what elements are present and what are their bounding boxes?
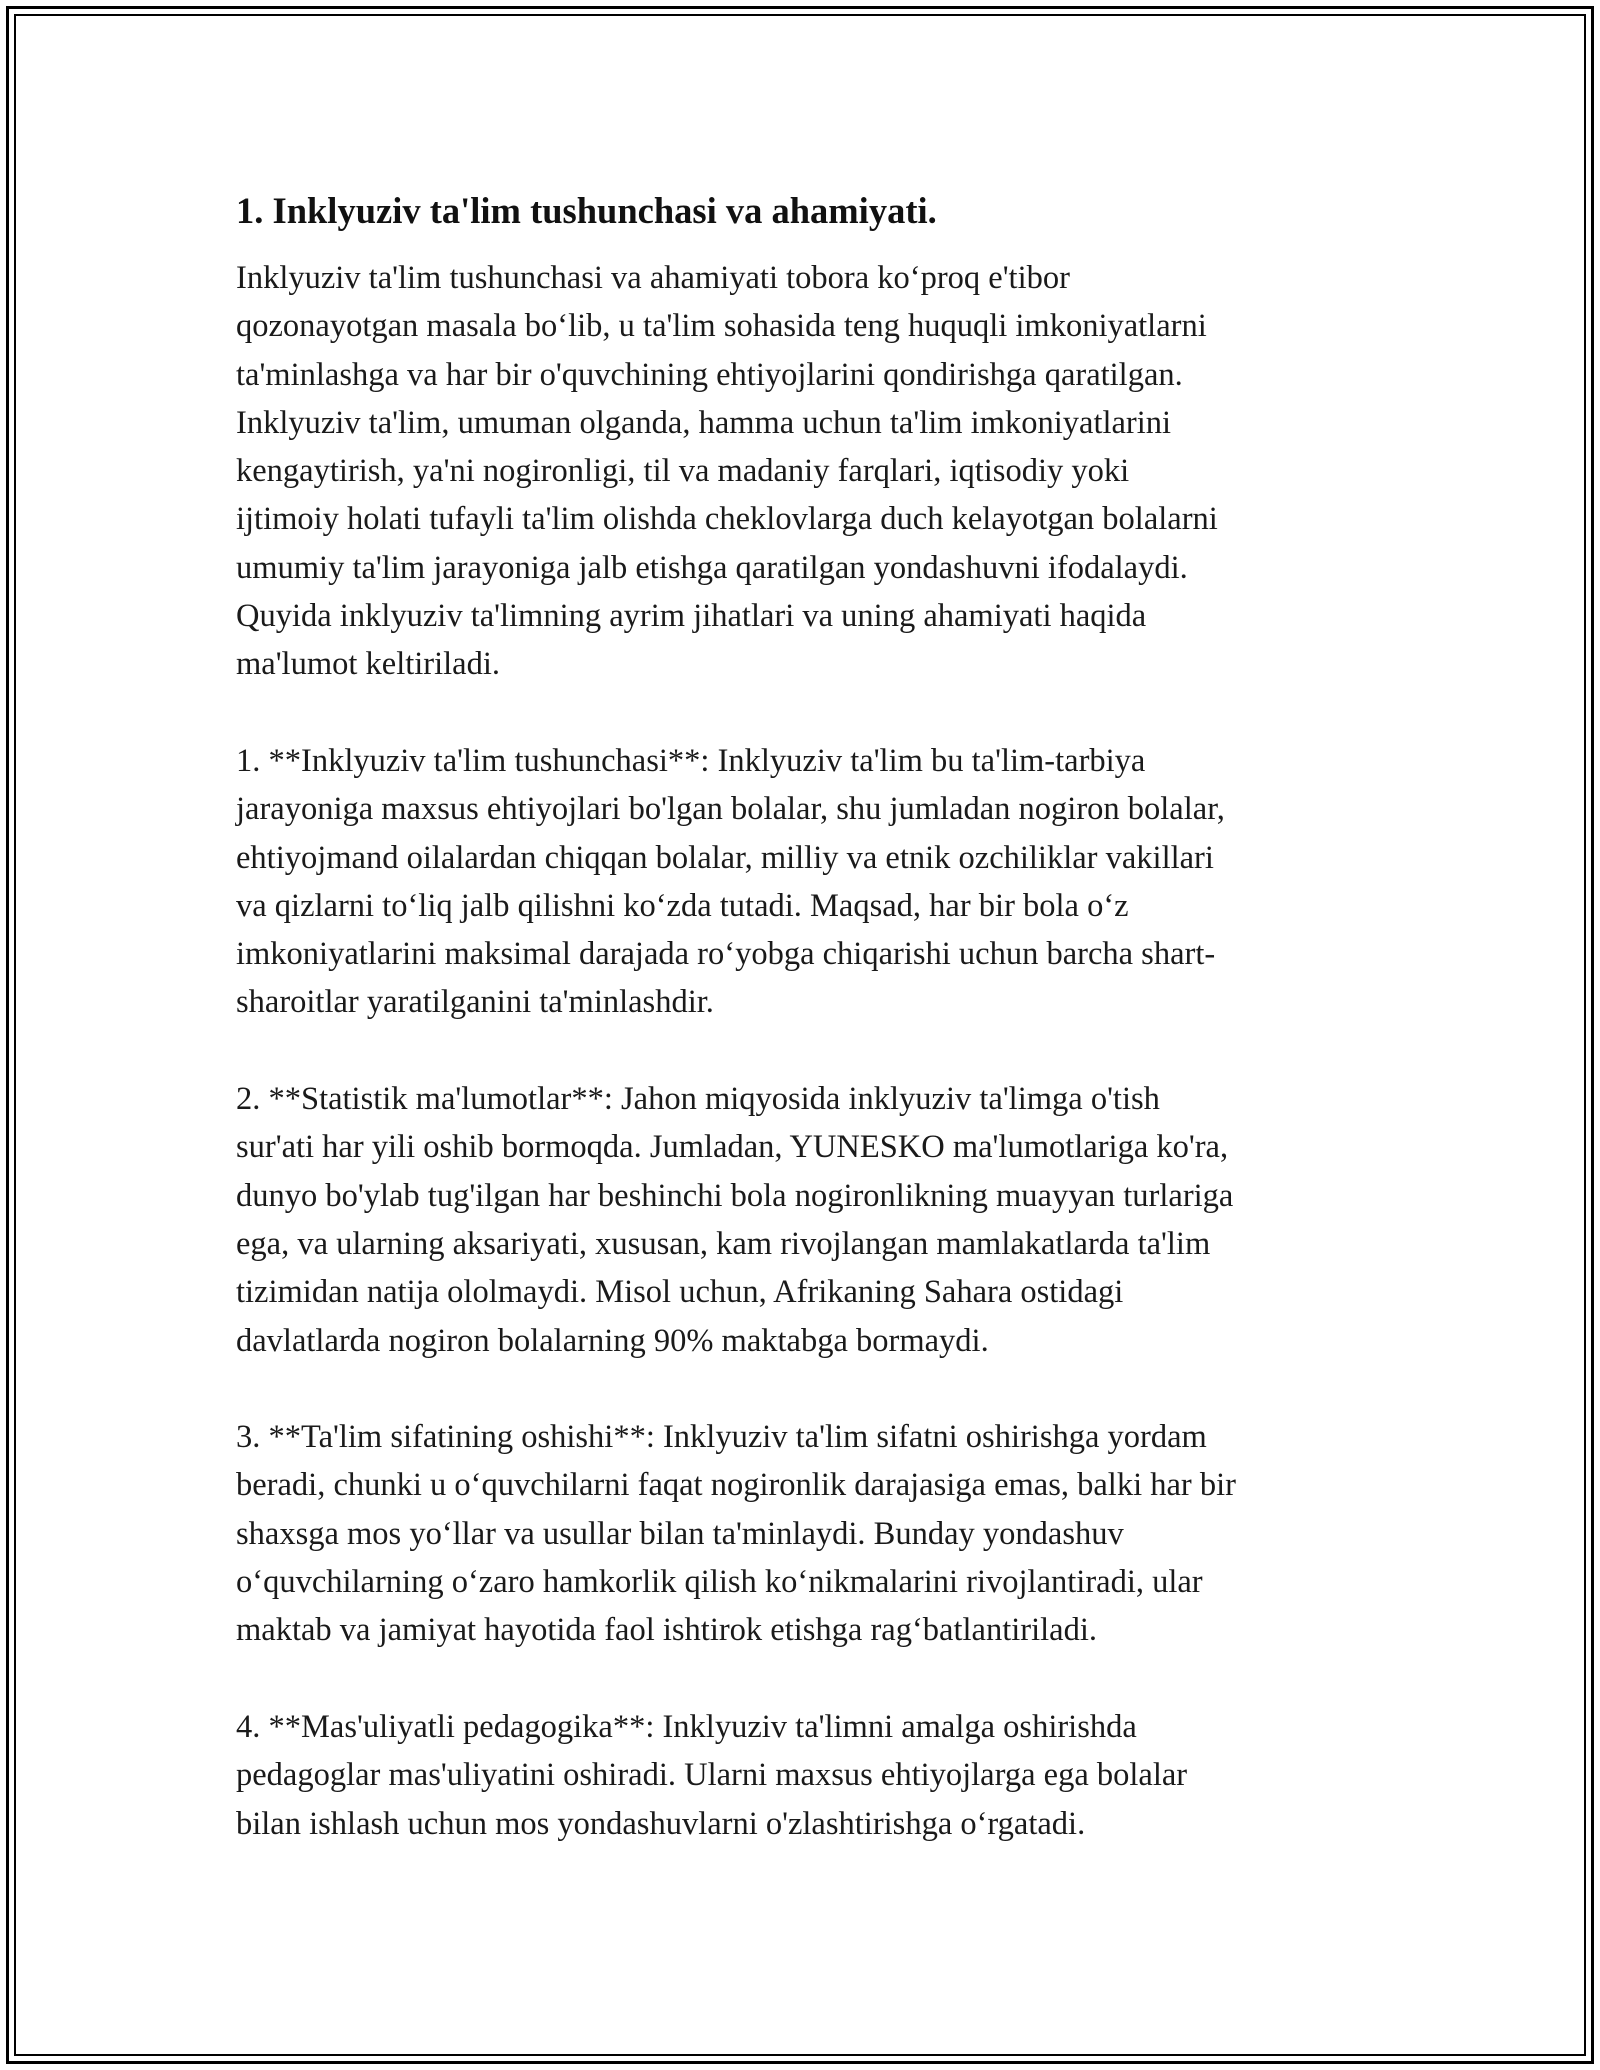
text-line: o‘quvchilarning o‘zaro hamkorlik qilish ko‘nikmalarini rivojlantiradi, ular <box>236 1564 1203 1601</box>
numbered-paragraph-1 <box>236 737 1372 1027</box>
numbered-paragraph-3 <box>236 1413 1372 1654</box>
text-line: ma'lumot keltiriladi. <box>236 646 500 683</box>
text-line: beradi, chunki u o‘quvchilarni faqat nogironlik darajasiga emas, balki har bir <box>236 1467 1236 1504</box>
text-line: ta'minlashga va har bir o'quvchining ehtiyojlarini qondirishga qaratilgan. <box>236 356 1183 393</box>
text-line: pedagoglar mas'uliyatini oshiradi. Ularni maxsus ehtiyojlarga ega bolalar <box>236 1757 1188 1794</box>
text-line: 2. **Statistik ma'lumotlar**: Jahon miqyosida inklyuziv ta'limga o'tish <box>236 1081 1160 1118</box>
text-line: 1. **Inklyuziv ta'lim tushunchasi**: Inklyuziv ta'lim bu ta'lim-tarbiya <box>236 742 1146 779</box>
page-title: 1. Inklyuziv ta'lim tushunchasi va ahamiyati. <box>236 190 937 231</box>
text-line: umumiy ta'lim jarayoniga jalb etishga qaratilgan yondashuvni ifodalaydi. <box>236 549 1188 586</box>
document-body <box>236 188 1372 1896</box>
text-line: Quyida inklyuziv ta'limning ayrim jihatlari va uning ahamiyati haqida <box>236 598 1147 635</box>
text-line: dunyo bo'ylab tug'ilgan har beshinchi bola nogironlikning muayyan turlariga <box>236 1177 1234 1214</box>
text-line: sur'ati har yili oshib bormoqda. Jumladan, YUNESKO ma'lumotlariga ko'ra, <box>236 1129 1229 1166</box>
text-line: jarayoniga maxsus ehtiyojlari bo'lgan bolalar, shu jumladan nogiron bolalar, <box>236 791 1225 828</box>
text-line: ehtiyojmand oilalardan chiqqan bolalar, milliy va etnik ozchiliklar vakillari <box>236 839 1214 876</box>
text-line: Inklyuziv ta'lim, umuman olganda, hamma uchun ta'lim imkoniyatlarini <box>236 404 1172 441</box>
text-line: tizimidan natija ololmaydi. Misol uchun, Afrikaning Sahara ostidagi <box>236 1274 1124 1311</box>
text-line: shaxsga mos yo‘llar va usullar bilan ta'minlaydi. Bunday yondashuv <box>236 1515 1124 1552</box>
text-line: qozonayotgan masala bo‘lib, u ta'lim sohasida teng huquqli imkoniyatlarni <box>236 308 1207 345</box>
text-line: maktab va jamiyat hayotida faol ishtirok etishga rag‘batlantiriladi. <box>236 1612 1097 1649</box>
text-line: va qizlarni to‘liq jalb qilishni ko‘zda tutadi. Maqsad, har bir bola o‘z <box>236 887 1129 924</box>
text-line: 3. **Ta'lim sifatining oshishi**: Inklyuziv ta'lim sifatni oshirishga yordam <box>236 1419 1207 1456</box>
intro-paragraph <box>236 254 1372 689</box>
text-line: imkoniyatlarini maksimal darajada ro‘yobga chiqarishi uchun barcha shart- <box>236 936 1216 973</box>
text-line: bilan ishlash uchun mos yondashuvlarni o'zlashtirishga o‘rgatadi. <box>236 1805 1086 1842</box>
numbered-paragraph-2 <box>236 1075 1372 1365</box>
text-line: ijtimoiy holati tufayli ta'lim olishda cheklovlarga duch kelayotgan bolalarni <box>236 501 1218 538</box>
numbered-paragraph-4 <box>236 1703 1372 1848</box>
paragraph-list <box>236 254 1372 1848</box>
text-line: ega, va ularning aksariyati, xususan, kam rivojlangan mamlakatlarda ta'lim <box>236 1225 1211 1262</box>
text-line: 4. **Mas'uliyatli pedagogika**: Inklyuziv ta'limni amalga oshirishda <box>236 1708 1137 1745</box>
text-line: sharoitlar yaratilganini ta'minlashdir. <box>236 984 714 1021</box>
text-line: davlatlarda nogiron bolalarning 90% maktabga bormaydi. <box>236 1322 989 1359</box>
text-line: Inklyuziv ta'lim tushunchasi va ahamiyati tobora ko‘proq e'tibor <box>236 260 1070 296</box>
text-line: kengaytirish, ya'ni nogironligi, til va madaniy farqlari, iqtisodiy yoki <box>236 453 1130 490</box>
